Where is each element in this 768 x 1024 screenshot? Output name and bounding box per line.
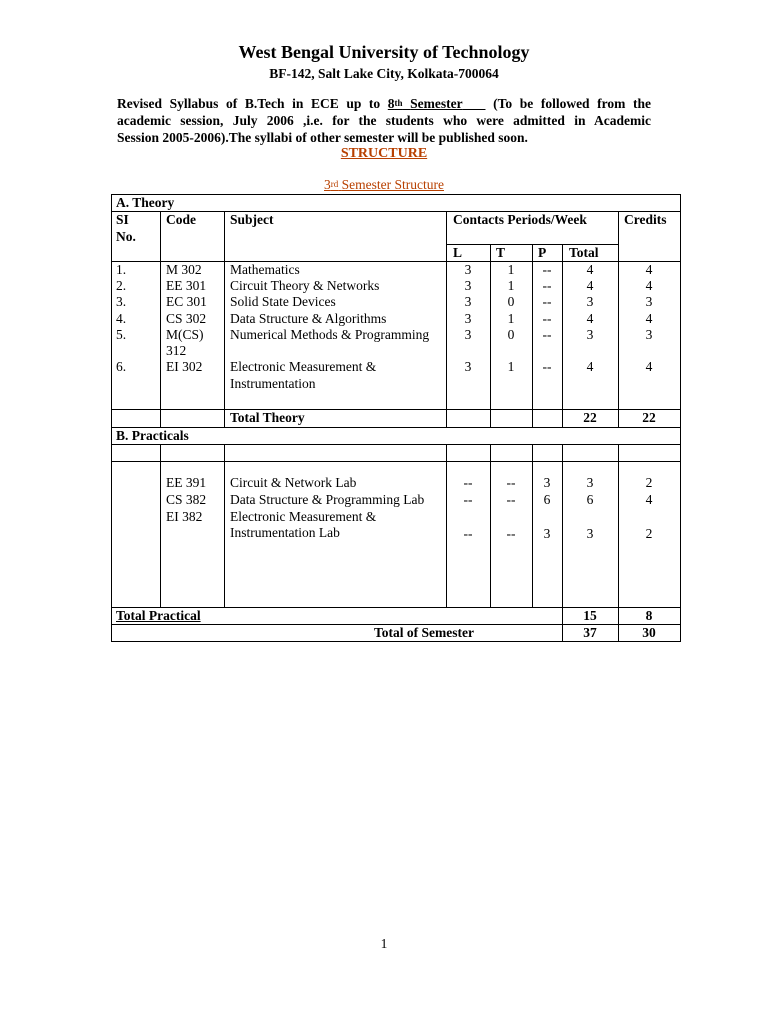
subject-cell: Data Structure & Programming Lab [230, 492, 425, 507]
t-cell: 1 [507, 359, 515, 374]
code-cell: EI 382 [166, 509, 203, 524]
column-header-subject: Subject [230, 212, 274, 227]
semester-heading-text: Semester Structure [341, 177, 444, 192]
subject-cell: Circuit Theory & Networks [230, 278, 380, 293]
t-cell: 1 [507, 262, 515, 277]
code-cell: M(CS) [166, 327, 204, 342]
total-practical-total: 15 [583, 608, 597, 623]
total-cell: 3 [586, 526, 594, 541]
subject-cell-continued: Instrumentation Lab [230, 525, 340, 540]
table-rule [111, 194, 681, 195]
si-cell: 4. [116, 311, 127, 326]
p-cell: -- [542, 294, 552, 309]
intro-semester-suffix: th [394, 98, 403, 108]
t-cell: -- [506, 475, 516, 490]
p-cell: 3 [543, 526, 551, 541]
intro-line-3: Session 2005-2006).The syllabi of other semester will be published soon. [117, 130, 528, 145]
intro-line-1-post: (To be followed from the [493, 96, 652, 111]
intro-semester-number: 8 [387, 96, 395, 111]
credits-cell: 4 [645, 359, 653, 374]
total-cell: 3 [586, 327, 594, 342]
table-rule [224, 444, 225, 607]
si-cell: 2. [116, 278, 127, 293]
l-cell: -- [463, 475, 473, 490]
intro-semester-ref [388, 96, 486, 111]
theory-section-label: A. Theory [116, 195, 175, 210]
code-cell: CS 302 [166, 311, 207, 326]
code-cell: EE 301 [166, 278, 207, 293]
intro-line-1-pre: Revised Syllabus of B.Tech in ECE up to [117, 96, 381, 111]
column-header-code: Code [166, 212, 196, 227]
subject-cell: Circuit & Network Lab [230, 475, 357, 490]
table-rule [224, 211, 225, 427]
total-practical-credits: 8 [645, 608, 653, 623]
semester-heading [0, 177, 768, 193]
intro-line-1 [117, 95, 651, 112]
total-practical-label: Total Practical [116, 608, 201, 623]
page-number: 1 [380, 936, 388, 951]
intro-paragraph [117, 95, 651, 146]
table-rule [111, 211, 681, 212]
credits-cell: 2 [645, 475, 653, 490]
column-header-l: L [453, 245, 463, 260]
column-header-si: SI [116, 212, 129, 227]
credits-cell: 4 [645, 262, 653, 277]
code-cell: EC 301 [166, 294, 207, 309]
total-theory-credits: 22 [642, 410, 656, 425]
p-cell: 6 [543, 492, 551, 507]
l-cell: 3 [464, 327, 472, 342]
code-cell: CS 382 [166, 492, 207, 507]
column-header-contacts: Contacts Periods/Week [453, 212, 587, 227]
total-cell: 4 [586, 311, 594, 326]
p-cell: 3 [543, 475, 551, 490]
l-cell: -- [463, 492, 473, 507]
table-rule [111, 427, 681, 428]
p-cell: -- [542, 278, 552, 293]
l-cell: 3 [464, 278, 472, 293]
subject-cell: Numerical Methods & Programming [230, 327, 430, 342]
intro-semester-word: Semester [410, 96, 463, 111]
l-cell: -- [463, 526, 473, 541]
t-cell: 1 [507, 278, 515, 293]
credits-cell: 4 [645, 278, 653, 293]
t-cell: 0 [507, 294, 515, 309]
total-cell: 3 [586, 475, 594, 490]
university-address: BF-142, Salt Lake City, Kolkata-700064 [269, 66, 499, 81]
column-header-credits: Credits [624, 212, 667, 227]
table-rule [160, 444, 161, 607]
total-semester-label: Total of Semester [374, 625, 474, 640]
p-cell: -- [542, 311, 552, 326]
column-header-total: Total [569, 245, 599, 260]
table-rule [111, 461, 681, 462]
total-cell: 4 [586, 262, 594, 277]
subject-cell: Electronic Measurement & [230, 359, 377, 374]
credits-cell: 3 [645, 327, 653, 342]
table-rule [111, 194, 112, 642]
credits-cell: 4 [645, 492, 653, 507]
p-cell: -- [542, 327, 552, 342]
table-rule [160, 211, 161, 427]
structure-heading: STRUCTURE [340, 146, 428, 161]
total-semester-credits: 30 [642, 625, 656, 640]
si-cell: 6. [116, 359, 127, 374]
l-cell: 3 [464, 294, 472, 309]
t-cell: 0 [507, 327, 515, 342]
credits-cell: 3 [645, 294, 653, 309]
total-cell: 4 [586, 359, 594, 374]
university-title: West Bengal University of Technology [238, 42, 530, 62]
semester-suffix: rd [330, 179, 339, 189]
intro-line-2: academic session, July 2006 ,i.e. for the students who were admitted in Academic [117, 113, 651, 128]
total-cell: 6 [586, 492, 594, 507]
total-theory-total: 22 [583, 410, 597, 425]
t-cell: -- [506, 492, 516, 507]
code-cell: EI 302 [166, 359, 203, 374]
l-cell: 3 [464, 311, 472, 326]
si-cell: 3. [116, 294, 127, 309]
column-header-p: P [538, 245, 547, 260]
credits-cell: 2 [645, 526, 653, 541]
subject-cell: Solid State Devices [230, 294, 336, 309]
subject-cell: Electronic Measurement & [230, 509, 377, 524]
subject-cell: Mathematics [230, 262, 300, 277]
subject-cell-continued: Instrumentation [230, 376, 316, 391]
subject-cell: Data Structure & Algorithms [230, 311, 387, 326]
total-theory-label: Total Theory [230, 410, 305, 425]
practicals-section-label: B. Practicals [116, 428, 189, 443]
total-semester-total: 37 [583, 625, 597, 640]
si-cell: 5. [116, 327, 127, 342]
l-cell: 3 [464, 262, 472, 277]
t-cell: 1 [507, 311, 515, 326]
credits-cell: 4 [645, 311, 653, 326]
l-cell: 3 [464, 359, 472, 374]
t-cell: -- [506, 526, 516, 541]
si-cell: 1. [116, 262, 127, 277]
table-rule [680, 194, 681, 642]
code-cell: EE 391 [166, 475, 207, 490]
semester-number: 3 [324, 177, 331, 192]
total-cell: 3 [586, 294, 594, 309]
total-cell: 4 [586, 278, 594, 293]
p-cell: -- [542, 262, 552, 277]
p-cell: -- [542, 359, 552, 374]
code-cell-continued: 312 [166, 343, 187, 358]
column-header-t: T [496, 245, 506, 260]
column-header-no: No. [116, 229, 136, 244]
table-rule [111, 444, 681, 445]
code-cell: M 302 [166, 262, 202, 277]
